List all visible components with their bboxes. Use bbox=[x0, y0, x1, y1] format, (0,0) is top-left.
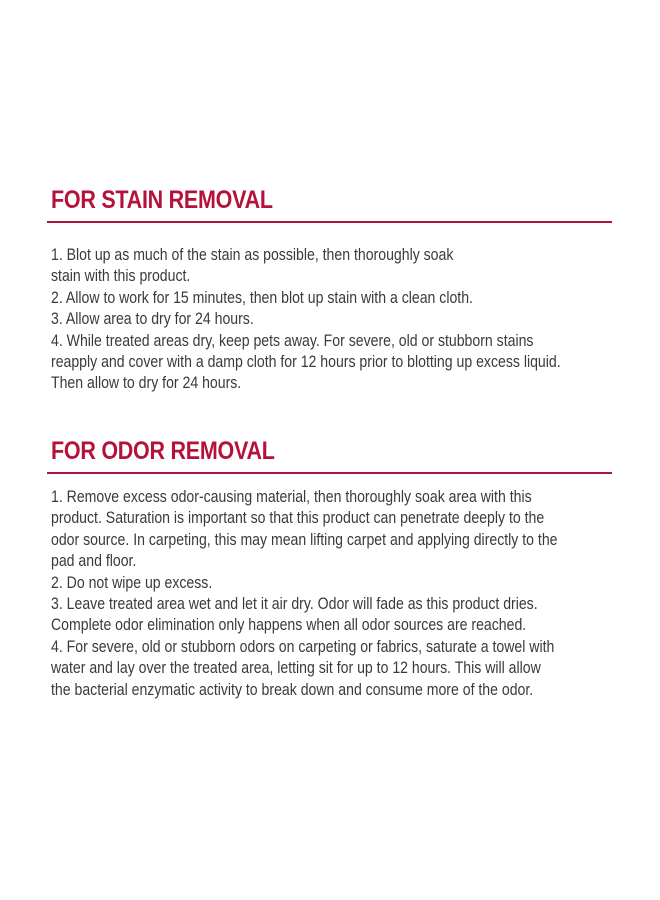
instruction-line: 3. Leave treated area wet and let it air dry. Odor will fade as this product dries. bbox=[51, 595, 538, 614]
instruction-line: the bacterial enzymatic activity to break down and consume more of the odor. bbox=[51, 680, 534, 699]
instruction-line: stain with this product. bbox=[51, 267, 191, 286]
instruction-line: 1. Blot up as much of the stain as possible, then thoroughly soak bbox=[51, 246, 454, 264]
instruction-line: 4. While treated areas dry, keep pets away. For severe, old or stubborn stains bbox=[51, 331, 534, 350]
stain-removal-section bbox=[51, 185, 613, 393]
instruction-line: 1. Remove excess odor-causing material, then thoroughly soak area with this bbox=[51, 488, 532, 506]
odor-removal-instructions bbox=[51, 487, 613, 701]
instruction-line: 3. Allow area to dry for 24 hours. bbox=[51, 310, 254, 329]
instruction-line: Complete odor elimination only happens when all odor sources are reached. bbox=[51, 616, 527, 635]
instruction-line: Then allow to dry for 24 hours. bbox=[51, 374, 242, 393]
odor-removal-heading: FOR ODOR REMOVAL bbox=[51, 437, 275, 465]
instruction-line: product. Saturation is important so that this product can penetrate deeply to the bbox=[51, 509, 545, 528]
stain-removal-instructions bbox=[51, 245, 613, 395]
stain-removal-heading: FOR STAIN REMOVAL bbox=[51, 186, 273, 214]
instruction-line: 2. Do not wipe up excess. bbox=[51, 573, 213, 592]
instruction-line: water and lay over the treated area, letting sit for up to 12 hours. This will allow bbox=[51, 659, 541, 678]
instruction-line: odor source. In carpeting, this may mean lifting carpet and applying directly to the bbox=[51, 530, 558, 549]
odor-removal-divider bbox=[47, 472, 612, 474]
instruction-line: reapply and cover with a damp cloth for 12 hours prior to blotting up excess liquid. bbox=[51, 353, 561, 372]
instruction-line: 2. Allow to work for 15 minutes, then blot up stain with a clean cloth. bbox=[51, 288, 473, 307]
instruction-line: pad and floor. bbox=[51, 552, 137, 571]
odor-removal-section bbox=[51, 436, 613, 699]
stain-removal-divider bbox=[47, 221, 612, 223]
instruction-line: 4. For severe, old or stubborn odors on carpeting or fabrics, saturate a towel with bbox=[51, 637, 555, 656]
